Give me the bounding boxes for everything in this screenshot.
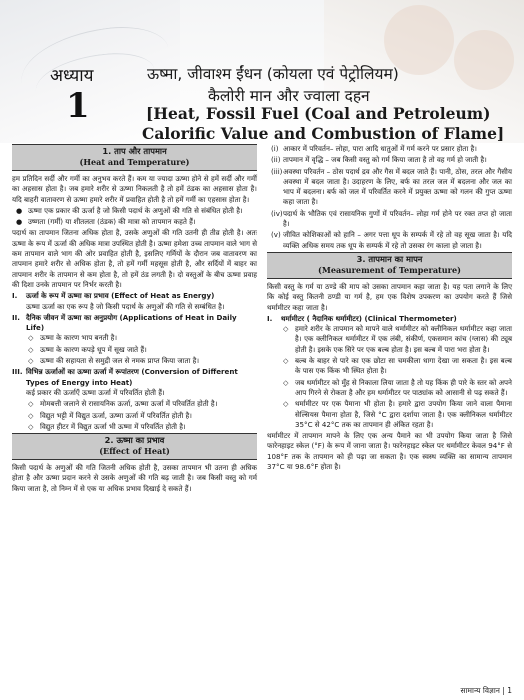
bullet-icon: ● xyxy=(16,217,23,227)
paragraph: कई प्रकार की ऊर्जाएँ ऊष्मा ऊर्जा में परिवर्तित होती हैं। xyxy=(26,387,165,397)
list-item: (v) जीवित कोशिकाओं को हानि – अगर पत्ता धूप के सम्पर्क में रहे तो वह सूख जाता है। यदि व्यक्ति अधिक समय तक धूप के सम्पर्क में रहे तो उसका रंग काला हो जाता है। xyxy=(271,230,512,250)
paragraph: पदार्थ का तापमान जितना अधिक होता है, उसके अणुओं की गति उतनी ही तीव्र होती है। अतः ऊष्मा के रूप में ऊर्जा की अधिक मात्रा उपस्थित होती है। ऊष्मा हमेशा उच्च तापमान वाले भाग से कम तापमान वाले भाग की ओर प्रवाहित होती है, इसलिए गर्मियों के दौरान जब वातावरण का तापमान हमारे शरीर से अधिक होता है, तो हमें गर्मी महसूस होती है, और सर्दियों में बाहर का तापमान शरीर के तापमान से कम होता है, तो हमें ठंड लगती है। दो वस्तुओं के बीच ऊष्मा प्रवाह की दिशा उनके तापमान पर निर्भर करती है। xyxy=(12,228,257,289)
diamond-bullet-icon: ◇ xyxy=(283,399,289,409)
title-hindi-line-1: ऊष्मा, जीवाश्म ईंधन (कोयला एवं पेट्रोलियम) xyxy=(147,65,399,83)
list-item: ◇ ऊष्मा के कारण कपड़े धूप में सूख जाते हैं। xyxy=(28,344,147,354)
diamond-bullet-icon: ◇ xyxy=(283,377,289,387)
list-item: ◇ हमारे शरीर के तापमान को मापने वाले थर्मामीटर को क्लीनिकल थर्मामीटर कहा जाता है। एक क्लीनिकल थर्मामीटर में एक लंबी, संकीर्ण, एकसमान कांच (ग्लास) की ट्यूब होती है। इसके एक सिरे पर एक बल्ब होता है। इस बल्ब में पारा भरा होता है। xyxy=(283,324,512,354)
title-hindi-line-2: कैलोरी मान और ज्वाला दहन xyxy=(208,87,370,105)
list-item: ● उष्णता (गर्मी) या शीतलता (ठंडक) की मात्रा को तापमान कहते हैं। xyxy=(16,217,196,227)
diamond-bullet-icon: ◇ xyxy=(28,399,34,409)
chapter-label: अध्याय xyxy=(50,66,94,86)
page-footer: सामान्य विज्ञान | 1 xyxy=(460,686,512,695)
left-column xyxy=(12,144,257,495)
numbered-heading: III. विभिन्न ऊर्जाओं का ऊष्मा ऊर्जा में रूपांतरण (Conversion of Different Types of Energy into Heat) xyxy=(12,367,238,387)
list-item: ◇ थर्मामीटर पर एक पैमाना भी होता है। हमारे द्वारा उपयोग किया जाने वाला पैमाना सेल्सियस पैमाना होता है, जिसे °C द्वारा दर्शाया जाता है। एक क्लीनिकल थर्मामीटर 35°C से 42°C तक का तापमान ही अंकित रहता है। xyxy=(283,399,512,429)
list-item: (ii) तापमान में वृद्धि – जब किसी वस्तु को गर्म किया जाता है तो वह गर्म हो जाती है। xyxy=(271,155,487,165)
diamond-bullet-icon: ◇ xyxy=(28,421,34,431)
bullet-icon: ● xyxy=(16,205,23,215)
list-item: ◇ बल्ब के बाहर से पारे का एक छोटा सा चमकीला धागा देखा जा सकता है। इस बल्ब के पास एक किंक भी स्थित होता है। xyxy=(283,356,512,376)
list-item: ◇ जब थर्मामीटर को मुँह से निकाला लिया जाता है तो यह किंक ही पारे के स्तर को अपने आप गिरने से रोकता है और हम थर्मामीटर पर पाठ्यांक को आसानी से पढ़ सकते हैं। xyxy=(283,377,512,397)
list-item: ◇ ऊष्मा के कारण भाप बनती है। xyxy=(28,333,118,343)
chapter-number: 1 xyxy=(66,86,90,126)
numbered-heading: I. थर्मामीटर ( नैदानिक थर्मामीटर) (Clinical Thermometer) xyxy=(267,313,457,323)
diamond-bullet-icon: ◇ xyxy=(28,410,34,420)
list-item: ◇ ऊष्मा की सहायता से समुद्री जल से नमक प्राप्त किया जाता है। xyxy=(28,356,200,366)
diamond-bullet-icon: ◇ xyxy=(28,333,34,343)
paragraph: किसी पदार्थ के अणुओं की गति जितनी अधिक होती है, उसका तापमान भी उतना ही अधिक होता है और ऊष्मा प्रदान करने से उसके अणुओं की गति बढ़ जाती है। जब किसी वस्तु को गर्म किया जाता है, तो निम्न में से एक या अधिक प्रभाव दिखाई दे सकते हैं। xyxy=(12,463,257,493)
diamond-bullet-icon: ◇ xyxy=(28,344,34,354)
section-heading-effect-of-heat: 2. ऊष्मा का प्रभाव (Effect of Heat) xyxy=(12,433,257,460)
numbered-heading: I. ऊर्जा के रूप में ऊष्मा का प्रभाव (Effect of Heat as Energy) xyxy=(12,291,215,301)
list-item: ◇ विद्युत भट्टी में विद्युत ऊर्जा, ऊष्मा ऊर्जा में परिवर्तित होती है। xyxy=(28,410,192,420)
list-item: ● ऊष्मा एक प्रकार की ऊर्जा है जो किसी पदार्थ के अणुओं की गति से संबंधित होती है। xyxy=(16,205,243,215)
paragraph: ऊष्मा ऊर्जा का एक रूप है जो किसी पदार्थ के अणुओं की गति से सम्बंधित है। xyxy=(26,301,225,311)
right-column xyxy=(267,144,512,473)
list-item: (iii) अवस्था परिवर्तन – ठोस पदार्थ द्रव और गैस में बदल जाते हैं। पानी, ठोस, तरल और गैसीय अवस्था में बदल जाता है। उदाहरण के लिए, बर्फ का तरल जल में बदलना और जल का भाप में बदलना। बर्फ को जल में परिवर्तित करने में प्रयुक्त ऊष्मा को गलन की गुप्त ऊष्मा कहा जाता है। xyxy=(271,166,512,207)
numbered-heading: II. दैनिक जीवन में ऊष्मा का अनुप्रयोग (Applications of Heat in Daily Life) xyxy=(12,312,237,333)
diamond-bullet-icon: ◇ xyxy=(283,356,289,366)
title-english-line-1: [Heat, Fossil Fuel (Coal and Petroleum) xyxy=(146,104,491,123)
paragraph: किसी वस्तु के गर्म या ठण्डे की माप को उसका तापमान कहा जाता है। यह पता लगाने के लिए कि कोई वस्तु कितनी ठण्डी या गर्म है, हम एक विशेष उपकरण का उपयोग करते हैं जिसे थर्मामीटर कहा जाता है। xyxy=(267,281,512,312)
list-item: (iv) पदार्थ के भौतिक एवं रासायनिक गुणों में परिवर्तन– लोहा गर्म होने पर रक्त तप्त हो जाता है। xyxy=(271,208,512,229)
section-heading-measurement: 3. तापमान का मापन (Measurement of Temperature) xyxy=(267,252,512,279)
paragraph: थर्मामीटर में तापमान मापने के लिए एक अन्य पैमाने का भी उपयोग किया जाता है जिसे फारेनहाइट स्केल (°F) के रूप में जाना जाता है। फारेनहाइट स्केल पर थर्मामीटर केवल 94°F से 108°F तक के तापमान को ही पढ़ा जा सकता है। एक स्वस्थ व्यक्ति का सामान्य तापमान 37°C या 98.6°F होता है। xyxy=(267,431,512,472)
diamond-bullet-icon: ◇ xyxy=(283,324,289,334)
diamond-bullet-icon: ◇ xyxy=(28,356,34,366)
title-english-line-2: Calorific Value and Combustion of Flame] xyxy=(142,124,505,143)
section-heading-heat-temperature: 1. ताप और तापमान (Heat and Temperature) xyxy=(12,144,257,171)
chapter-header xyxy=(0,0,524,143)
list-item: (i) आकार में परिवर्तन– लोहा, पारा आदि धातुओं में गर्म करने पर प्रसार होता है। xyxy=(271,144,477,153)
paragraph: हम प्रतिदिन सर्दी और गर्मी का अनुभव करते हैं। कम या ज्यादा ऊष्मा होने से हमें सर्दी और गर्मी का अहसास होता है। जब हमारे शरीर से ऊष्मा निकलती है तो हमें ठंडक का अहसास होता है। यदि बाहरी वातावरण से ऊष्मा हमारे शरीर में प्रवाहित होती है तो हमें गर्मी का एहसास होता है। xyxy=(12,174,257,204)
list-item: ◇ मोमबत्ती जलाने से रासायनिक ऊर्जा, ऊष्मा ऊर्जा में परिवर्तित होती है। xyxy=(28,399,218,409)
list-item: ◇ विद्युत हीटर में विद्युत ऊर्जा भी ऊष्मा में परिवर्तित होती है। xyxy=(28,421,186,431)
